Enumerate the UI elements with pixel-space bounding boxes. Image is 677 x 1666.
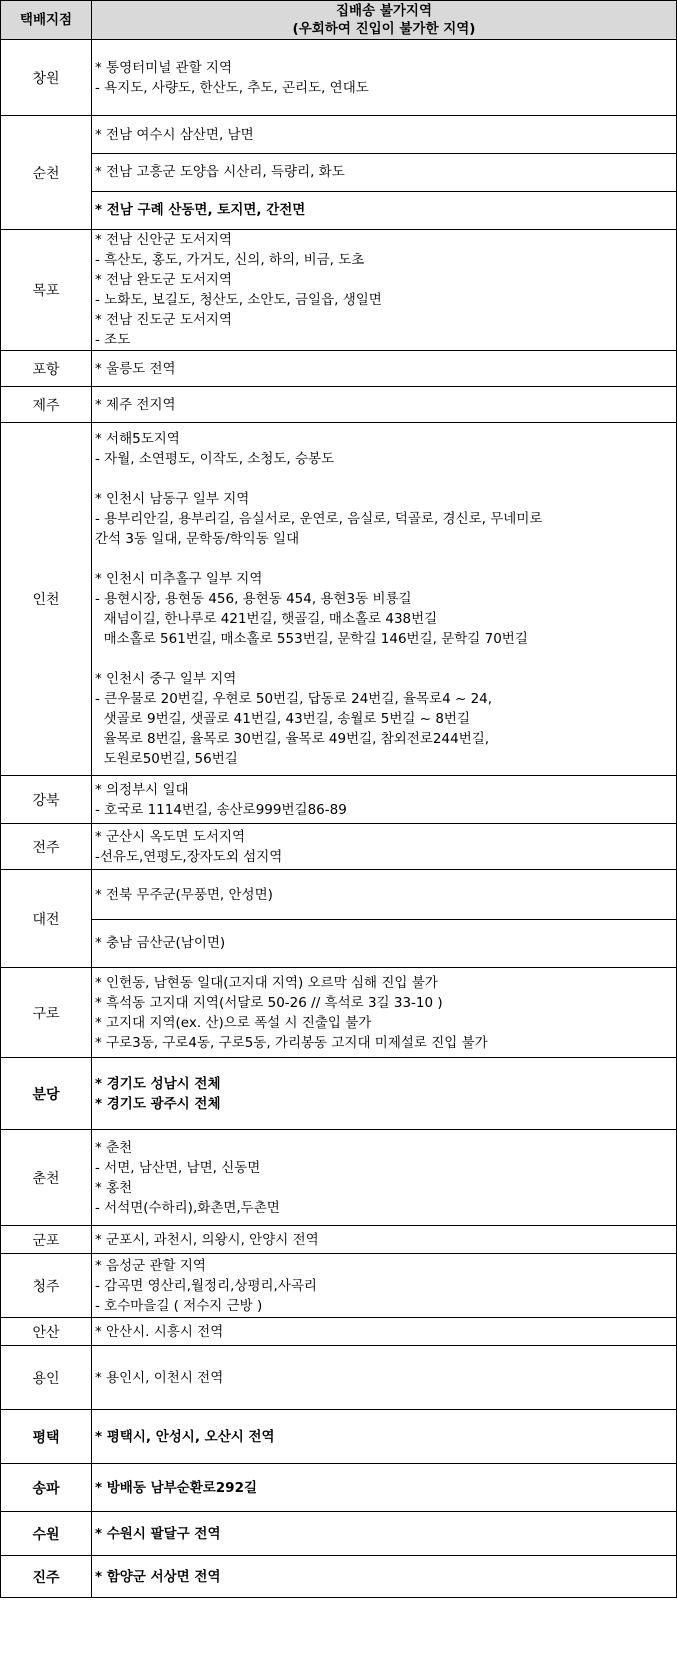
table-row [1, 116, 677, 230]
area-cell: * 서해5도지역 - 자월, 소연평도, 이작도, 소청도, 승봉도 * 인천시 남동구 일부 지역 - 용부리안길, 용부리길, 음실서로, 운연로, 음실로, 덕골로, 경신로, 무네미로 간석 3동 일대, 문학동/학익동 일대 * 인천시 미추홀구 일부 지역 - 용현시장, 용현동 456, 용현동 454, 용현3동 비룡길 재넘이길, 한나루로 421번길, 햇골길, 매소홀로 438번길 매소홀로 561번길, 매소홀로 553번길, 문학길 146번길, 문학길 70번길 * 인천시 중구 일부 지역 - 큰우물로 20번길, 우현로 50번길, 답동로 24번길, 율목로4 ~ 24, 샛골로 9번길, 샛골로 41번길, 43번길, 송월로 5번길 ~ 8번길 율목로 8번길, 율목로 30번길, 율목로 49번길, 참외전로244번길, 도원로50번길, 56번길 [92, 423, 677, 776]
table-body [1, 1, 677, 1598]
area-cell: * 안산시. 시흥시 전역 [92, 1318, 677, 1346]
branch-cell: 포항 [1, 351, 92, 387]
header-row [1, 1, 677, 40]
branch-cell: 군포 [1, 1226, 92, 1254]
table-row [1, 1410, 677, 1464]
table-row [1, 1346, 677, 1410]
table-row [1, 1512, 677, 1556]
table-row [1, 1226, 677, 1254]
branch-cell: 구로 [1, 968, 92, 1058]
area-cell: * 용인시, 이천시 전역 [92, 1346, 677, 1410]
branch-cell: 수원 [1, 1512, 92, 1556]
branch-cell: 제주 [1, 387, 92, 423]
table-row [1, 824, 677, 870]
area-subcell: * 전남 고흥군 도양읍 시산리, 득량리, 화도 [92, 153, 676, 191]
branch-cell: 송파 [1, 1464, 92, 1512]
area-subcell: * 전남 여수시 삼산면, 남면 [95, 126, 254, 143]
table-row [1, 1464, 677, 1512]
branch-cell: 인천 [1, 423, 92, 776]
area-cell: * 울릉도 전역 [92, 351, 677, 387]
table-row [1, 776, 677, 824]
area-cell: * 평택시, 안성시, 오산시 전역 [92, 1410, 677, 1464]
branch-cell: 진주 [1, 1556, 92, 1598]
area-subcell: * 전남 구례 산동면, 토지면, 간전면 [92, 191, 676, 229]
branch-cell: 순천 [1, 116, 92, 230]
area-cell [92, 870, 677, 968]
area-cell: * 수원시 팔달구 전역 [92, 1512, 677, 1556]
branch-cell: 안산 [1, 1318, 92, 1346]
table-row [1, 1318, 677, 1346]
table-row [1, 230, 677, 351]
area-cell: * 음성군 관할 지역 - 감곡면 영산리,월정리,상평리,사곡리 - 호수마을길 ( 저수지 근방 ) [92, 1254, 677, 1318]
area-cell: * 제주 전지역 [92, 387, 677, 423]
table-row [1, 423, 677, 776]
header-area-line1: 집배송 불가지역 [336, 3, 432, 19]
table-row [1, 387, 677, 423]
area-cell: * 방배동 남부순환로292길 [92, 1464, 677, 1512]
branch-cell: 춘천 [1, 1130, 92, 1226]
table-row [1, 1058, 677, 1130]
table-row [1, 1254, 677, 1318]
area-cell: * 의정부시 일대 - 호국로 1114번길, 송산로999번길86-89 [92, 776, 677, 824]
area-subcell: * 전북 무주군(무풍면, 안성면) [95, 886, 273, 903]
table-row [1, 351, 677, 387]
area-cell: * 경기도 성남시 전체 * 경기도 광주시 전체 [92, 1058, 677, 1130]
header-area [92, 1, 677, 40]
table-row [1, 40, 677, 116]
area-cell: * 춘천 - 서면, 남산면, 남면, 신동면 * 홍천 - 서석면(수하리),화촌면,두촌면 [92, 1130, 677, 1226]
header-branch: 택배지점 [1, 1, 92, 40]
area-cell [92, 116, 677, 230]
table-row [1, 870, 677, 968]
area-cell: * 함양군 서상면 전역 [92, 1556, 677, 1598]
area-cell: * 군산시 옥도면 도서지역 -선유도,연평도,장자도외 섬지역 [92, 824, 677, 870]
table-row [1, 1556, 677, 1598]
branch-cell: 평택 [1, 1410, 92, 1464]
area-cell: * 통영터미널 관할 지역 - 욕지도, 사량도, 한산도, 추도, 곤리도, 연대도 [92, 40, 677, 116]
area-subcell: * 충남 금산군(남이면) [92, 919, 676, 967]
branch-cell: 전주 [1, 824, 92, 870]
branch-cell: 청주 [1, 1254, 92, 1318]
table-row [1, 968, 677, 1058]
area-cell: * 군포시, 과천시, 의왕시, 안양시 전역 [92, 1226, 677, 1254]
branch-cell: 강북 [1, 776, 92, 824]
branch-cell: 용인 [1, 1346, 92, 1410]
area-cell: * 전남 신안군 도서지역 - 흑산도, 홍도, 가거도, 신의, 하의, 비금, 도초 * 전남 완도군 도서지역 - 노화도, 보길도, 청산도, 소안도, 금일읍, 생일면 * 전남 진도군 도서지역 - 조도 [92, 230, 677, 351]
branch-cell: 대전 [1, 870, 92, 968]
branch-cell: 분당 [1, 1058, 92, 1130]
table-row [1, 1130, 677, 1226]
branch-cell: 목포 [1, 230, 92, 351]
branch-cell: 창원 [1, 40, 92, 116]
area-cell: * 인헌동, 남현동 일대(고지대 지역) 오르막 심해 진입 불가 * 흑석동 고지대 지역(서달로 50-26 // 흑석로 3길 33-10 ) * 고지대 지역(ex. 산)으로 폭설 시 진출입 불가 * 구로3동, 구로4동, 구로5동, 가리봉동 고지대 미제설로 진입 불가 [92, 968, 677, 1058]
header-area-line2: (우회하여 진입이 불가한 지역) [292, 21, 476, 37]
